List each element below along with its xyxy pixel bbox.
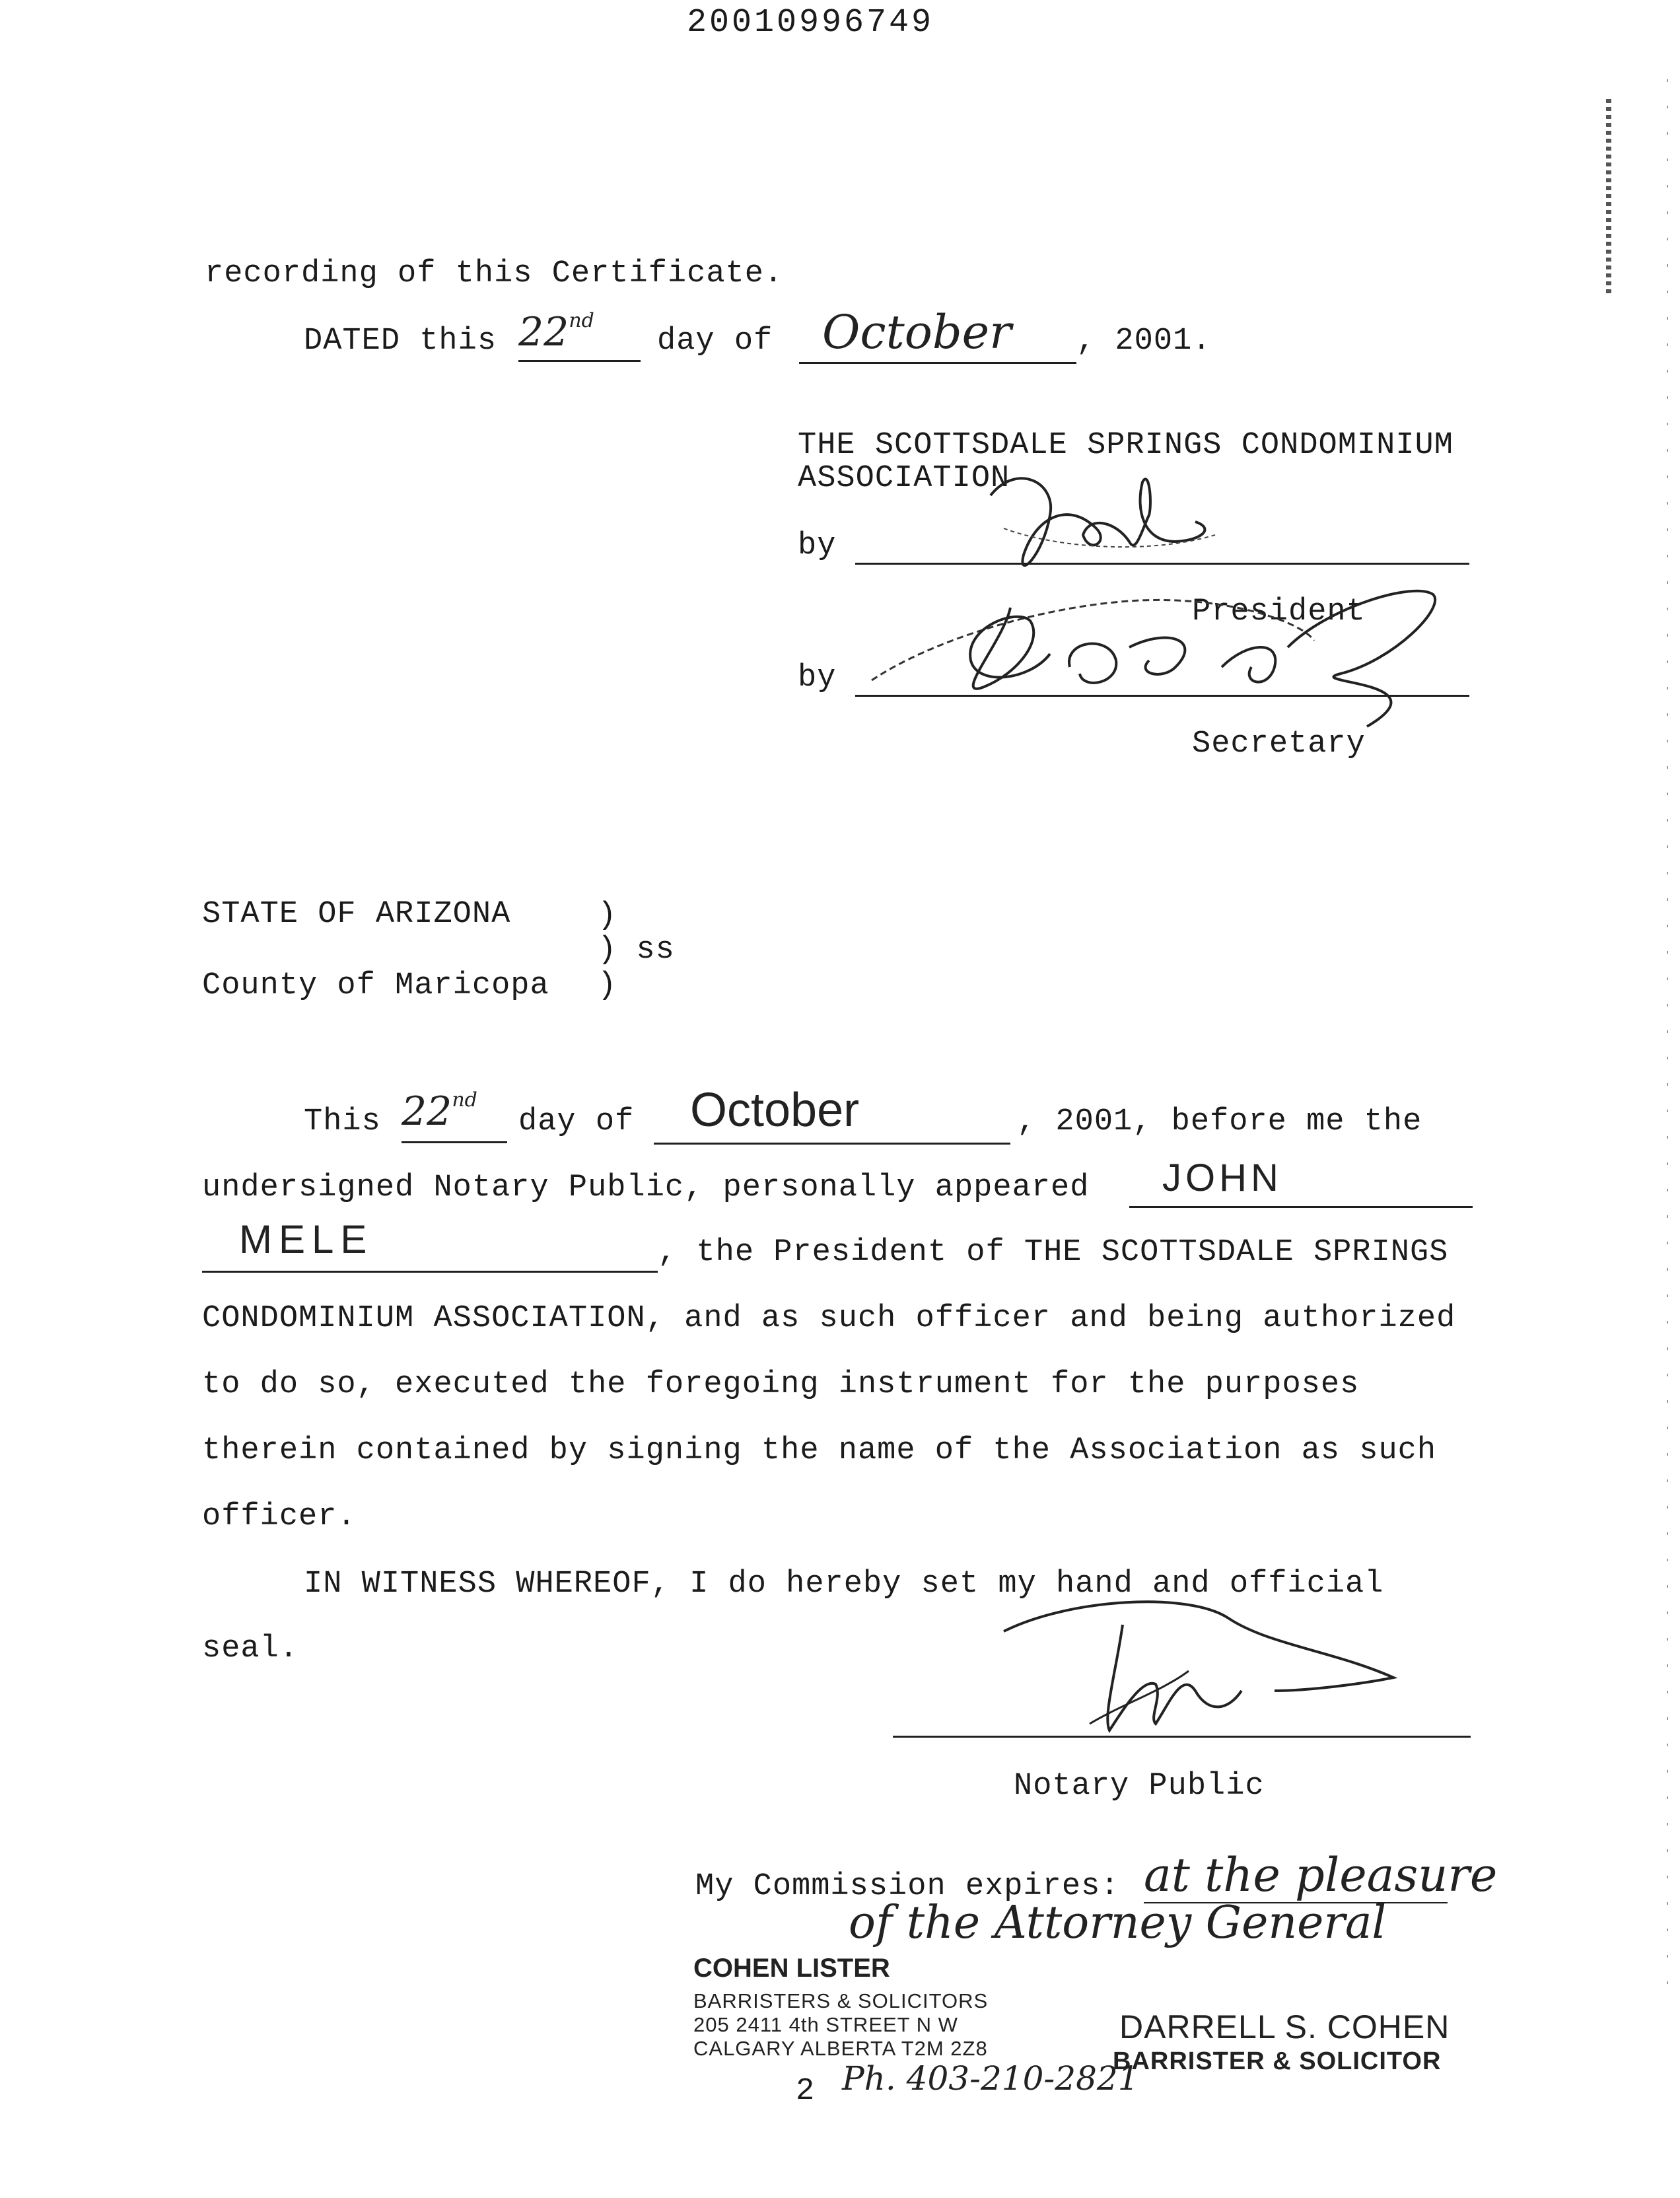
by-label-president: by [798,528,837,563]
venue-paren-3: ) [598,968,617,1003]
document-number: 20010996749 [687,4,934,42]
secretary-signature [852,568,1479,766]
by-label-secretary: by [798,660,837,695]
dated-month-underline [799,362,1076,364]
witness-line2: seal. [202,1631,299,1666]
venue-county: County of Maricopa [202,968,549,1003]
phone-note-handwritten: Ph. 403-210-2821 [842,2059,1139,2098]
notary-signature-line [893,1736,1471,1738]
person-stamp-title: BARRISTER & SOLICITOR [1113,2047,1442,2075]
venue-state: STATE OF ARIZONA [202,897,511,932]
scan-edge-mark [1606,99,1611,297]
page-number: 2 [796,2074,816,2109]
dated-day-handwritten: 22nd [518,309,594,355]
venue-paren-1: ) [598,898,617,933]
firm-stamp-line2: 205 2411 4th STREET N W [693,2013,958,2036]
notary-signature [991,1572,1420,1744]
venue-paren-ss: ) ss [598,933,675,968]
firm-stamp-line3: CALGARY ALBERTA T2M 2Z8 [693,2037,988,2060]
ack-day-handwritten: 22nd [402,1088,477,1135]
dated-year: , 2001. [1076,324,1212,359]
person-stamp-name: DARRELL S. COHEN [1119,2008,1450,2045]
ack-name-first-underline [1129,1206,1473,1208]
witness-line1: IN WITNESS WHEREOF, I do hereby set my hand and official [304,1567,1384,1602]
dated-day-underline [518,360,641,362]
ack-this: This [304,1104,381,1139]
continuation-text: recording of this Certificate. [205,256,784,291]
ack-day-of: day of [518,1104,635,1139]
ack-year-text: , 2001, before me the [1017,1104,1422,1139]
ack-name-last-handwritten: MELE [239,1217,374,1261]
ack-line4: CONDOMINIUM ASSOCIATION, and as such officer and being authorized [202,1301,1456,1336]
notary-public-label: Notary Public [1014,1769,1265,1804]
commission-hand-line2: of the Attorney General [849,1897,1387,1949]
commission-hand-line1: at the pleasure [1144,1848,1498,1902]
dated-month-handwritten: October [822,305,1012,359]
firm-stamp-name: COHEN LISTER [693,1954,890,1983]
commission-label: My Commission expires: [695,1869,1120,1904]
ack-line3: , the President of THE SCOTTSDALE SPRINGS [658,1235,1449,1270]
ack-name-last-underline [202,1271,658,1273]
dated-prefix: DATED this [304,324,497,359]
ack-name-first-handwritten: JOHN [1162,1156,1282,1199]
ack-line7: officer. [202,1499,357,1534]
ack-line6: therein contained by signing the name of the Association as such [202,1433,1437,1468]
ack-line5: to do so, executed the foregoing instrument for the purposes [202,1367,1360,1402]
association-name-line1: THE SCOTTSDALE SPRINGS CONDOMINIUM [798,428,1453,463]
ack-month-handwritten: October [690,1084,860,1137]
association-name-line2: ASSOCIATION [798,461,1010,496]
ack-day-underline [402,1141,507,1143]
ack-month-underline [654,1143,1010,1145]
scan-edge-mark [1667,79,1668,1995]
firm-stamp-line1: BARRISTERS & SOLICITORS [693,1989,989,2012]
secretary-title: Secretary [1192,727,1366,762]
dated-mid: day of [657,324,773,359]
ack-line2: undersigned Notary Public, personally appeared [202,1170,1090,1205]
president-title: President [1192,594,1366,629]
